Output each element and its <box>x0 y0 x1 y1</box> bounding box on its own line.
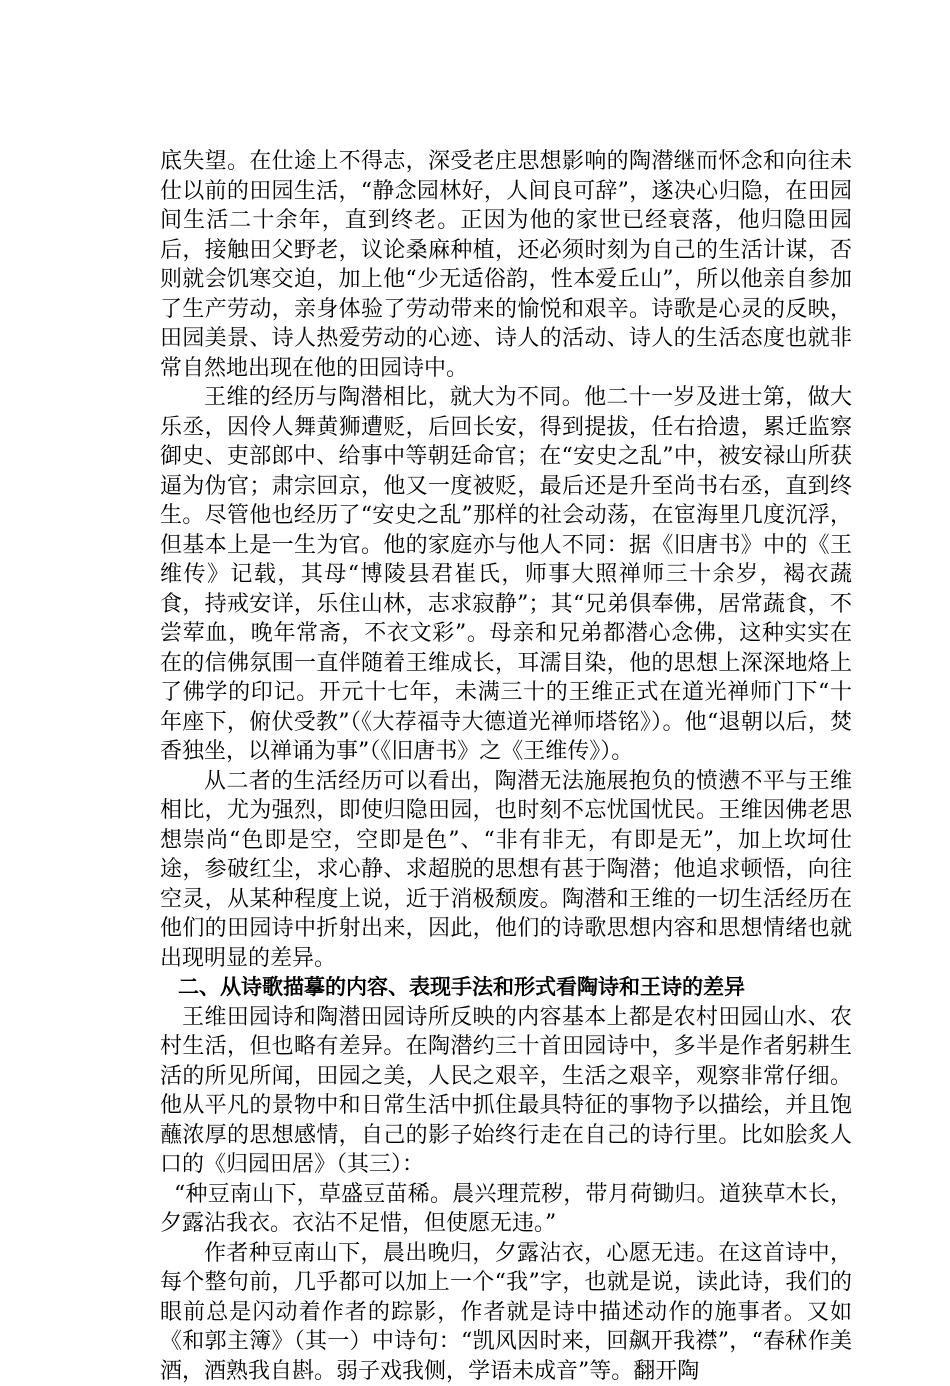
body-paragraph: 底失望。在仕途上不得志，深受老庄思想影响的陶潜继而怀念和向往未仕以前的田园生活，“静念园林好，人间良可辞”，遂决心归隐，在田园间生活二十余年，直到终老。正因为他的家世已经衰落，他归隐田园后，接触田父野老，议论桑麻种植，还必须时刻为自己的生活计谋，否则就会饥寒交迫，加上他“少无适俗韵，性本爱丘山”，所以他亲自参加了生产劳动，亲身体验了劳动带来的愉悦和艰辛。诗歌是心灵的反映，田园美景、诗人热爱劳动的心迹、诗人的活动、诗人的生活态度也就非常自然地出现在他的田园诗中。 <box>160 147 852 383</box>
body-paragraph: 从二者的生活经历可以看出，陶潜无法施展抱负的愤懑不平与王维相比，尤为强烈，即使归隐田园，也时刻不忘忧国忧民。王维因佛老思想崇尚“色即是空，空即是色”、“非有非无，有即是无”，加上坎坷仕途，参破红尘，求心静、求超脱的思想有甚于陶潜；他追求顿悟，向往空灵，从某种程度上说，近于消极颓废。陶潜和王维的一切生活经历在他们的田园诗中折射出来，因此，他们的诗歌思想内容和思想情绪也就出现明显的差异。 <box>160 767 852 974</box>
body-paragraph: 王维的经历与陶潜相比，就大为不同。他二十一岁及进士第，做大乐丞，因伶人舞黄狮遭贬，后回长安，得到提拔，任右拾遗，累迁监察御史、吏部郎中、给事中等朝廷命官；在“安史之乱”中，被安禄山所获逼为伪官；肃宗回京，他又一度被贬，最后还是升至尚书右丞，直到终生。尽管他也经历了“安史之乱”那样的社会动荡，在宦海里几度沉浮，但基本上是一生为官。他的家庭亦与他人不同：据《旧唐书》中的《王维传》记载，其母“博陵县君崔氏，师事大照禅师三十余岁，褐衣蔬食，持戒安详，乐住山林，志求寂静”；其“兄弟俱奉佛，居常蔬食，不尝荤血，晚年常斋，不衣文彩”。母亲和兄弟都潜心念佛，这种实实在在的信佛氛围一直伴随着王维成长，耳濡目染，他的思想上深深地烙上了佛学的印记。开元十七年，未满三十的王维正式在道光禅师门下“十年座下，俯伏受教”（《大荐福寺大德道光禅师塔铭》）。他“退朝以后，焚香独坐，以禅诵为事”（《旧唐书》之《王维传》）。 <box>160 383 852 767</box>
section-heading: 二、从诗歌描摹的内容、表现手法和形式看陶诗和王诗的差异 <box>160 973 852 1003</box>
document-page <box>160 147 852 1386</box>
section-paragraph: 王维田园诗和陶潜田园诗所反映的内容基本上都是农村田园山水、农村生活，但也略有差异。在陶潜约三十首田园诗中，多半是作者躬耕生活的所见所闻，田园之美，人民之艰辛，生活之艰辛，观察非常仔细。他从平凡的景物中和日常生活中抓住最具特征的事物予以描绘，并且饱蘸浓厚的思想感情，自己的影子始终行走在自己的诗行里。比如脍炙人口的《归园田居》（其三）： <box>160 1003 852 1180</box>
poem-quote: “种豆南山下，草盛豆苗稀。晨兴理荒秽，带月荷锄归。道狭草木长，夕露沾我衣。衣沾不足惜，但使愿无违。” <box>160 1180 852 1239</box>
closing-paragraph: 作者种豆南山下，晨出晚归，夕露沾衣，心愿无违。在这首诗中，每个整句前，几乎都可以加上一个“我”字，也就是说，读此诗，我们的眼前总是闪动着作者的踪影，作者就是诗中描述动作的施事者。又如《和郭主簿》（其一）中诗句：“凯风因时来，回飙开我襟”，“春秫作美酒，酒熟我自斟。弱子戏我侧，学语未成音”等。翻开陶 <box>160 1239 852 1386</box>
